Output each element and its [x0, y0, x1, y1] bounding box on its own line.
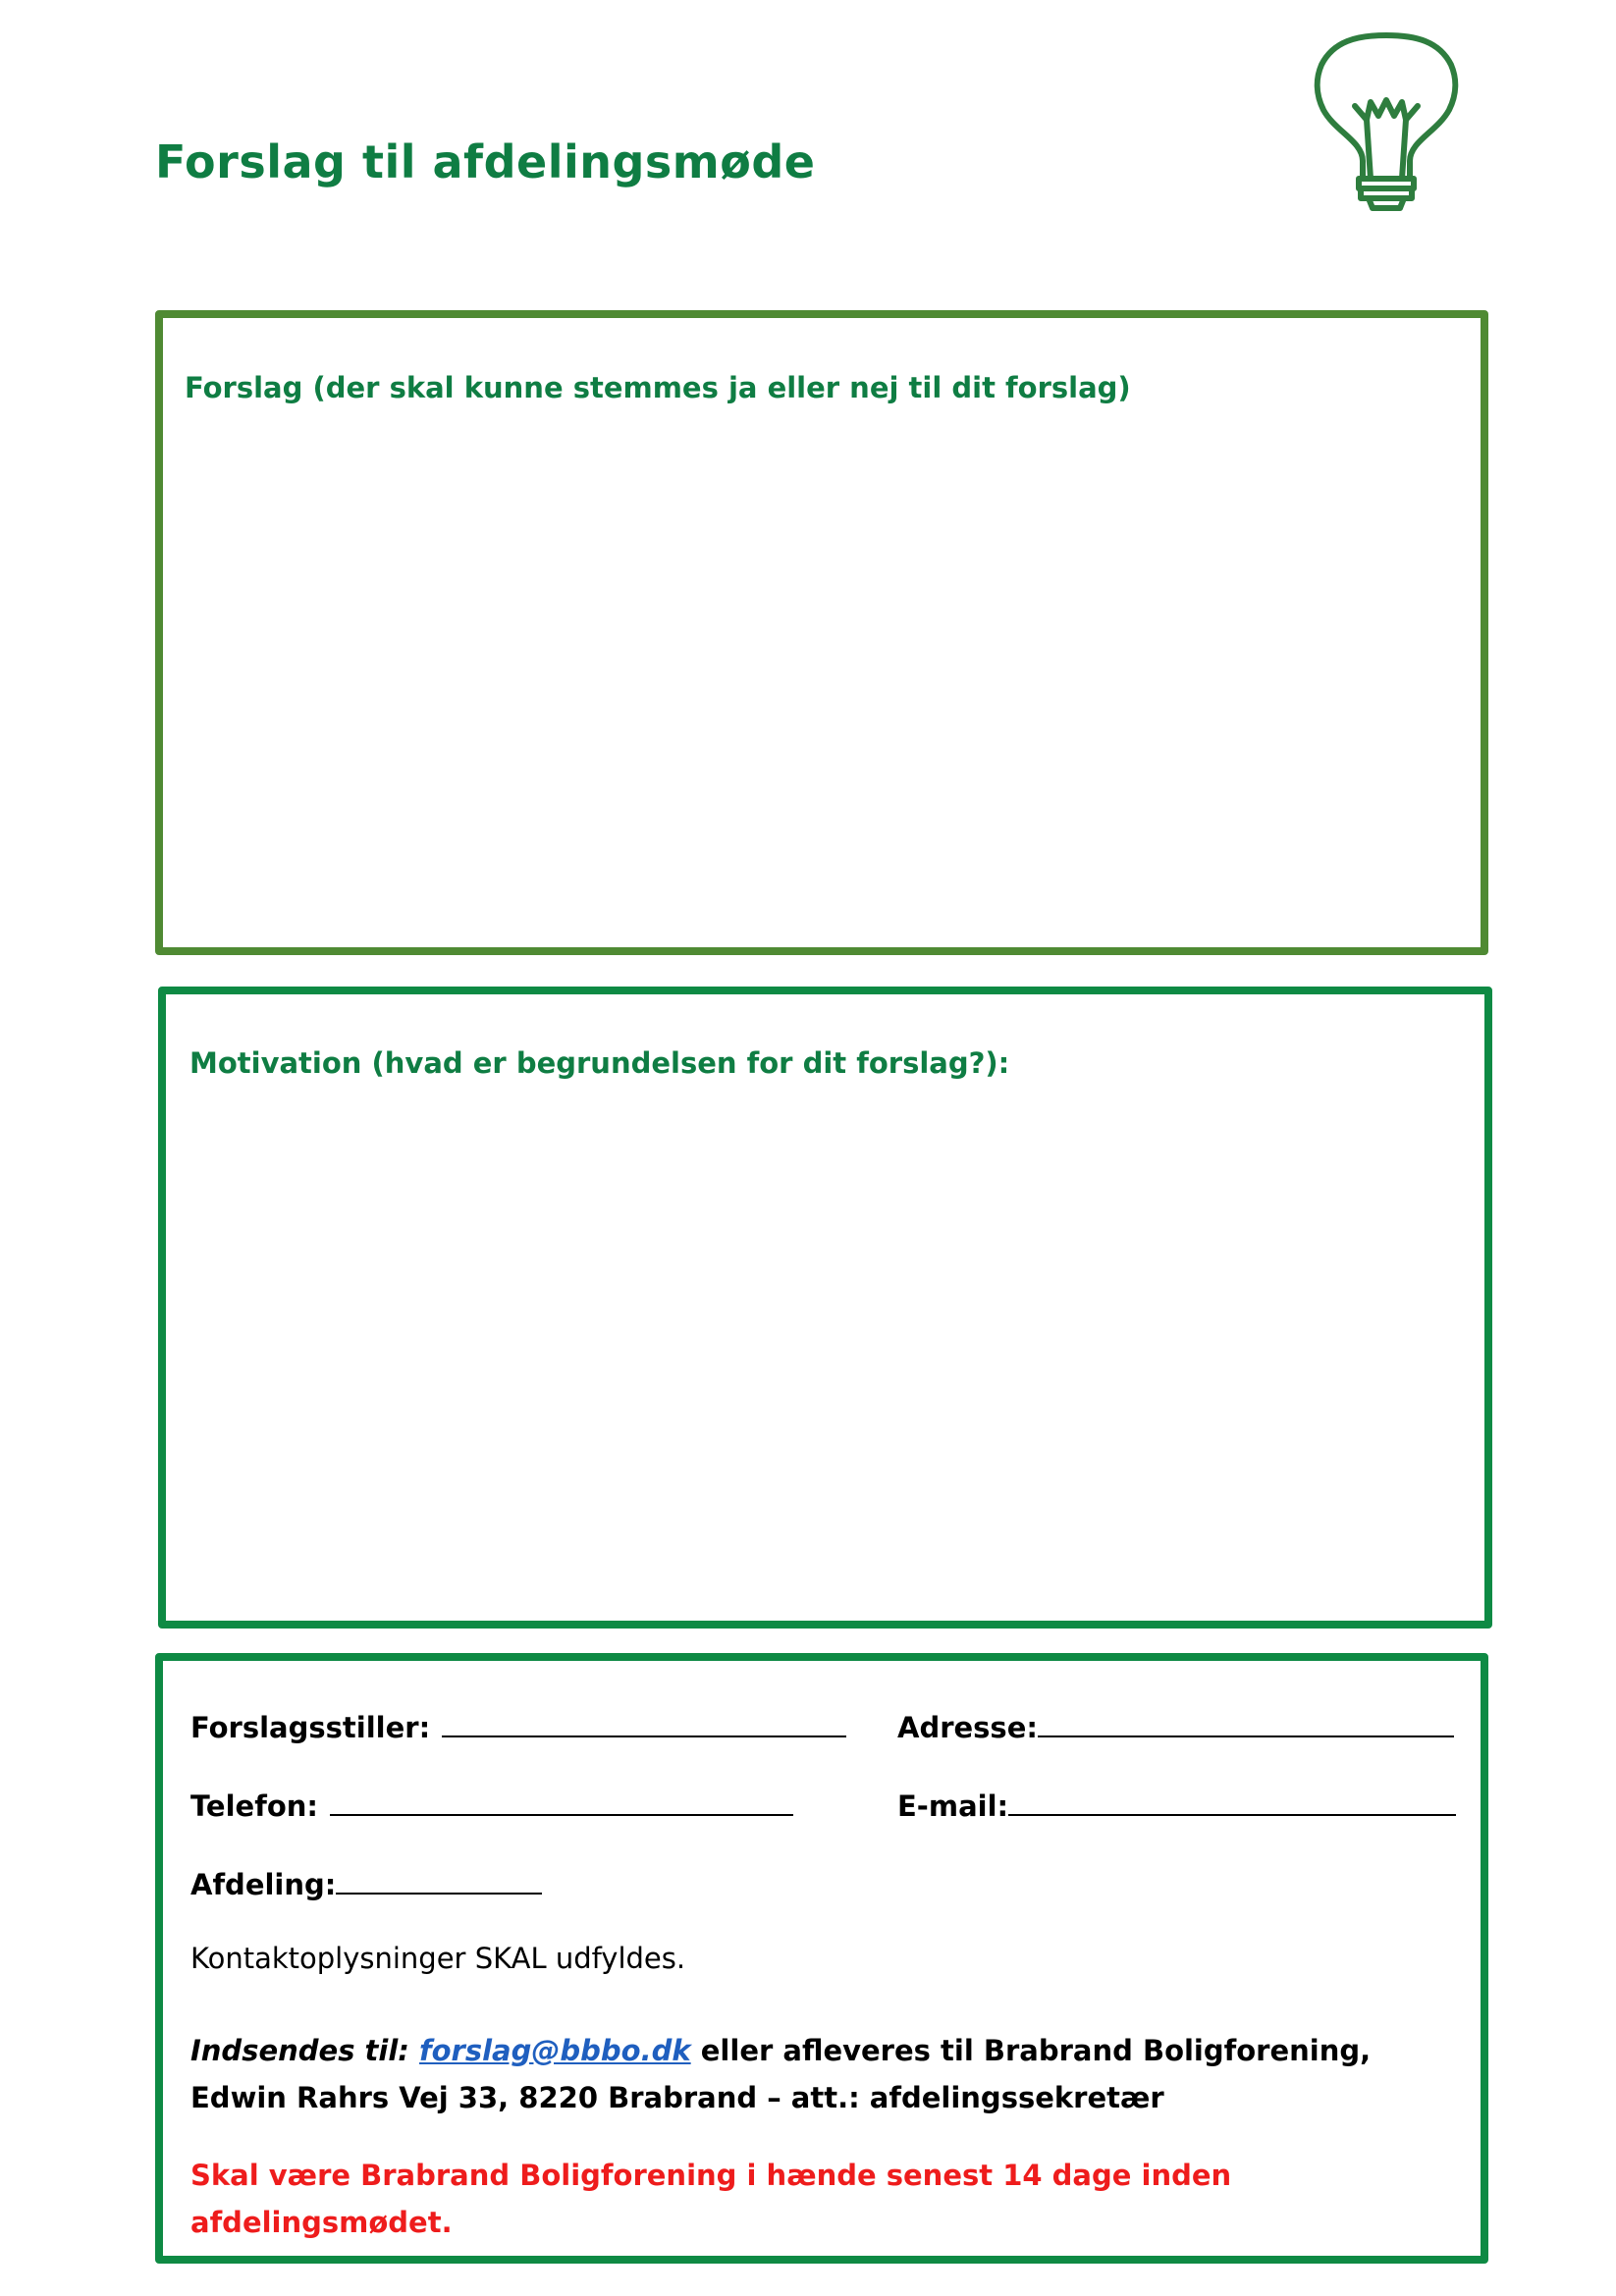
address-label: Adresse:: [897, 1711, 1038, 1744]
proposer-label: Forslagsstiller:: [190, 1711, 431, 1744]
submission-instructions: [190, 2027, 1447, 2121]
department-label: Afdeling:: [190, 1868, 337, 1901]
department-input-line[interactable]: [336, 1867, 542, 1895]
phone-field: [190, 1789, 793, 1823]
phone-input-line[interactable]: [330, 1789, 793, 1816]
proposer-input-line[interactable]: [442, 1710, 846, 1737]
address-field: [897, 1710, 1454, 1744]
motivation-heading: Motivation (hvad er begrundelsen for dit forslag?):: [189, 1046, 1010, 1080]
lightbulb-icon: [1312, 31, 1461, 212]
submit-prefix: Indsendes til:: [190, 2034, 409, 2067]
submit-email-link[interactable]: forslag@bbbo.dk: [419, 2034, 691, 2067]
motivation-box[interactable]: [158, 987, 1492, 1629]
phone-label: Telefon:: [190, 1789, 318, 1823]
deadline-warning: Skal være Brabrand Boligforening i hænde senest 14 dage inden afdelingsmødet.: [190, 2159, 1232, 2239]
submit-address: eller afleveres til Brabrand Boligforening, Edwin Rahrs Vej 33, 8220 Brabrand – att.: afdelingssekretær: [190, 2034, 1372, 2114]
contact-box: [155, 1653, 1488, 2264]
required-note: Kontaktoplysninger SKAL udfyldes.: [190, 1942, 686, 1975]
email-label: E-mail:: [897, 1789, 1009, 1823]
department-field: [190, 1867, 542, 1901]
address-input-line[interactable]: [1038, 1710, 1454, 1737]
email-input-line[interactable]: [1008, 1789, 1456, 1816]
page-title: Forslag til afdelingsmøde: [155, 135, 816, 188]
proposal-box[interactable]: [155, 310, 1488, 955]
proposal-heading: Forslag (der skal kunne stemmes ja eller nej til dit forslag): [185, 371, 1131, 404]
email-field: [897, 1789, 1456, 1823]
proposer-field: [190, 1710, 846, 1744]
